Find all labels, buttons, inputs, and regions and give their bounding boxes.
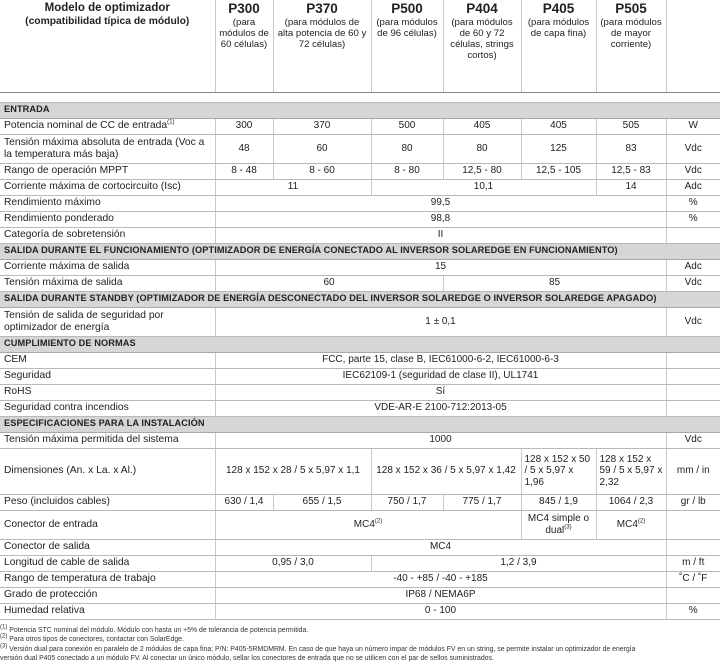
section-normas: CUMPLIMIENTO DE NORMAS (0, 336, 720, 352)
row-label: Potencia nominal de CC de entrada$^{(1)}$ (0, 118, 215, 134)
header-title: Modelo de optimizador (44, 2, 170, 14)
row-label: Tensión máxima permitida del sistema (0, 432, 215, 448)
row-incendios (0, 400, 720, 416)
row-tension-seg (0, 307, 720, 336)
unit-cell: % (666, 603, 720, 619)
cell: 630 / 1,4 (215, 494, 273, 510)
cell: 128 x 152 x 36 / 5 x 5,97 x 1,42 (371, 448, 521, 494)
header-subtitle: (compatibilidad típica de módulo) (25, 16, 190, 27)
unit-cell (666, 352, 720, 368)
section-salida-standby: SALIDA DURANTE STANDBY (OPTIMIZADOR DE ENERGÍA DESCONECTADO DEL INVERSOR SOLAREDGE O INVERSOR SOLAREDGE APAGADO) (0, 291, 720, 307)
unit-cell (666, 400, 720, 416)
cell: 505 (596, 118, 666, 134)
row-peso (0, 494, 720, 510)
row-label: Tensión máxima de salida (0, 275, 215, 291)
row-cem (0, 352, 720, 368)
row-label: Seguridad (0, 368, 215, 384)
row-corriente-sal (0, 259, 720, 275)
unit-cell: ˚C / ˚F (666, 571, 720, 587)
cell: 300 (215, 118, 273, 134)
unit-cell: Vdc (666, 432, 720, 448)
cell: 60 (273, 134, 371, 163)
cell: VDE-AR-E 2100-712:2013-05 (215, 400, 666, 416)
spacer-row (0, 92, 720, 102)
cell: 1000 (215, 432, 666, 448)
row-tension-sal (0, 275, 720, 291)
unit-cell (666, 539, 720, 555)
row-tension-max (0, 134, 720, 163)
unit-cell: % (666, 195, 720, 211)
section-entrada: ENTRADA (0, 102, 720, 118)
cell: MC4 (215, 539, 666, 555)
model-p500: P500 (para módulos de 96 células) (371, 0, 443, 92)
row-label: Seguridad contra incendios (0, 400, 215, 416)
model-p405: P405 (para módulos de capa fina) (521, 0, 596, 92)
cell: 405 (521, 118, 596, 134)
cell: 0 - 100 (215, 603, 666, 619)
cell: 83 (596, 134, 666, 163)
cell: 8 - 80 (371, 163, 443, 179)
footnote-3: $^{(3)}$ Versión dual para conexión en paralelo de 2 módulos de capa fina; P/N: P405-5RMDMRM. En caso de que haya un número impar de módulos FV en un string, se permite instalar un optimizador de energía (0, 643, 636, 653)
row-longitud (0, 555, 720, 571)
cell: 775 / 1,7 (443, 494, 521, 510)
row-conector-sal (0, 539, 720, 555)
model-p404: P404 (para módulos de 60 y 72 células, strings cortos) (443, 0, 521, 92)
row-potencia (0, 118, 720, 134)
row-label: Longitud de cable de salida (0, 555, 215, 571)
model-p370: P370 (para módulos de alta potencia de 60 y 72 células) (273, 0, 371, 92)
cell: 99,5 (215, 195, 666, 211)
cell: MC4$^{(2)}$ (215, 510, 521, 539)
cell: 12,5 - 80 (443, 163, 521, 179)
row-label: Dimensiones (An. x La. x Al.) (0, 448, 215, 494)
unit-cell: gr / lb (666, 494, 720, 510)
cell: IEC62109-1 (seguridad de clase II), UL1741 (215, 368, 666, 384)
row-label: Grado de protección (0, 587, 215, 603)
row-label: Categoría de sobretensión (0, 227, 215, 243)
cell: 0,95 / 3,0 (215, 555, 371, 571)
cell: 48 (215, 134, 273, 163)
row-proteccion (0, 587, 720, 603)
cell: 405 (443, 118, 521, 134)
row-label: CEM (0, 352, 215, 368)
row-label: Humedad relativa (0, 603, 215, 619)
cell: 750 / 1,7 (371, 494, 443, 510)
unit-cell (666, 587, 720, 603)
footnote-3-cont: versión dual P405 conectado a un módulo FV. Al conectar un único módulo, sellar los conectores de entrada que no se utilicen con el par de sellos suministrados. (0, 655, 494, 663)
cell: IP68 / NEMA6P (215, 587, 666, 603)
cell: 128 x 152 x 59 / 5 x 5,97 x 2,32 (596, 448, 666, 494)
footnote-1: $^{(1)}$ Potencia STC nominal del módulo. Módulo con hasta un +5% de tolerancia de potencia permitida. (0, 624, 309, 634)
row-label: Corriente máxima de salida (0, 259, 215, 275)
cell: 8 - 48 (215, 163, 273, 179)
section-instalacion: ESPECIFICACIONES PARA LA INSTALACIÓN (0, 416, 720, 432)
cell: 12,5 - 105 (521, 163, 596, 179)
cell: 15 (215, 259, 666, 275)
cell: II (215, 227, 666, 243)
row-label: Rango de operación MPPT (0, 163, 215, 179)
model-p300: P300 (para módulos de 60 células) (215, 0, 273, 92)
row-dimensiones (0, 448, 720, 494)
cell: 125 (521, 134, 596, 163)
row-mppt (0, 163, 720, 179)
header-label-cell (0, 0, 215, 92)
unit-cell: mm / in (666, 448, 720, 494)
row-temperatura (0, 571, 720, 587)
cell: 10,1 (371, 179, 596, 195)
cell: 85 (443, 275, 666, 291)
cell: 845 / 1,9 (521, 494, 596, 510)
row-tension-sis (0, 432, 720, 448)
row-rend-pond (0, 211, 720, 227)
cell: MC4$^{(2)}$ (596, 510, 666, 539)
row-humedad (0, 603, 720, 619)
unit-cell: W (666, 118, 720, 134)
cell: 12,5 - 83 (596, 163, 666, 179)
row-sobretension (0, 227, 720, 243)
unit-cell: Vdc (666, 307, 720, 336)
row-label: Peso (incluidos cables) (0, 494, 215, 510)
unit-cell (666, 384, 720, 400)
footnotes (0, 626, 720, 664)
section-salida-func: SALIDA DURANTE EL FUNCIONAMIENTO (OPTIMIZADOR DE ENERGÍA CONECTADO AL INVERSOR SOLAREDGE EN FUNCIONAMIENTO) (0, 243, 720, 259)
row-seguridad (0, 368, 720, 384)
unit-cell (666, 510, 720, 539)
cell: 1064 / 2,3 (596, 494, 666, 510)
row-label: RoHS (0, 384, 215, 400)
unit-cell: Adc (666, 259, 720, 275)
row-label: Tensión de salida de seguridad por optimizador de energía (0, 307, 215, 336)
cell: 8 - 60 (273, 163, 371, 179)
cell: Sí (215, 384, 666, 400)
row-label: Rendimiento ponderado (0, 211, 215, 227)
cell: 14 (596, 179, 666, 195)
cell: 98,8 (215, 211, 666, 227)
header-row (0, 0, 720, 92)
cell: 80 (443, 134, 521, 163)
cell: FCC, parte 15, clase B, IEC61000-6-2, IEC61000-6-3 (215, 352, 666, 368)
row-label: Tensión máxima absoluta de entrada (Voc a la temperatura más baja) (0, 134, 215, 163)
row-conector-ent (0, 510, 720, 539)
row-label: Corriente máxima de cortocircuito (Isc) (0, 179, 215, 195)
row-isc (0, 179, 720, 195)
cell: 500 (371, 118, 443, 134)
row-label: Conector de entrada (0, 510, 215, 539)
model-p505: P505 (para módulos de mayor corriente) (596, 0, 666, 92)
cell: 11 (215, 179, 371, 195)
cell: 370 (273, 118, 371, 134)
unit-cell: m / ft (666, 555, 720, 571)
cell: 655 / 1,5 (273, 494, 371, 510)
unit-cell: Vdc (666, 275, 720, 291)
cell: 1,2 / 3,9 (371, 555, 666, 571)
cell: -40 - +85 / -40 - +185 (215, 571, 666, 587)
unit-header (666, 0, 720, 92)
cell: 80 (371, 134, 443, 163)
cell: MC4 simple o dual$^{(3)}$ (521, 510, 596, 539)
cell: 1 ± 0,1 (215, 307, 666, 336)
unit-cell (666, 227, 720, 243)
cell: 128 x 152 x 28 / 5 x 5,97 x 1,1 (215, 448, 371, 494)
row-label: Rendimiento máximo (0, 195, 215, 211)
row-rohs (0, 384, 720, 400)
unit-cell: % (666, 211, 720, 227)
unit-cell: Vdc (666, 134, 720, 163)
unit-cell (666, 368, 720, 384)
unit-cell: Adc (666, 179, 720, 195)
row-label: Rango de temperatura de trabajo (0, 571, 215, 587)
footnote-2: $^{(2)}$ Para otros tipos de conectores, contactar con SolarEdge. (0, 634, 184, 644)
cell: 128 x 152 x 50 / 5 x 5,97 x 1,96 (521, 448, 596, 494)
row-label: Conector de salida (0, 539, 215, 555)
cell: 60 (215, 275, 443, 291)
row-rend-max (0, 195, 720, 211)
unit-cell: Vdc (666, 163, 720, 179)
